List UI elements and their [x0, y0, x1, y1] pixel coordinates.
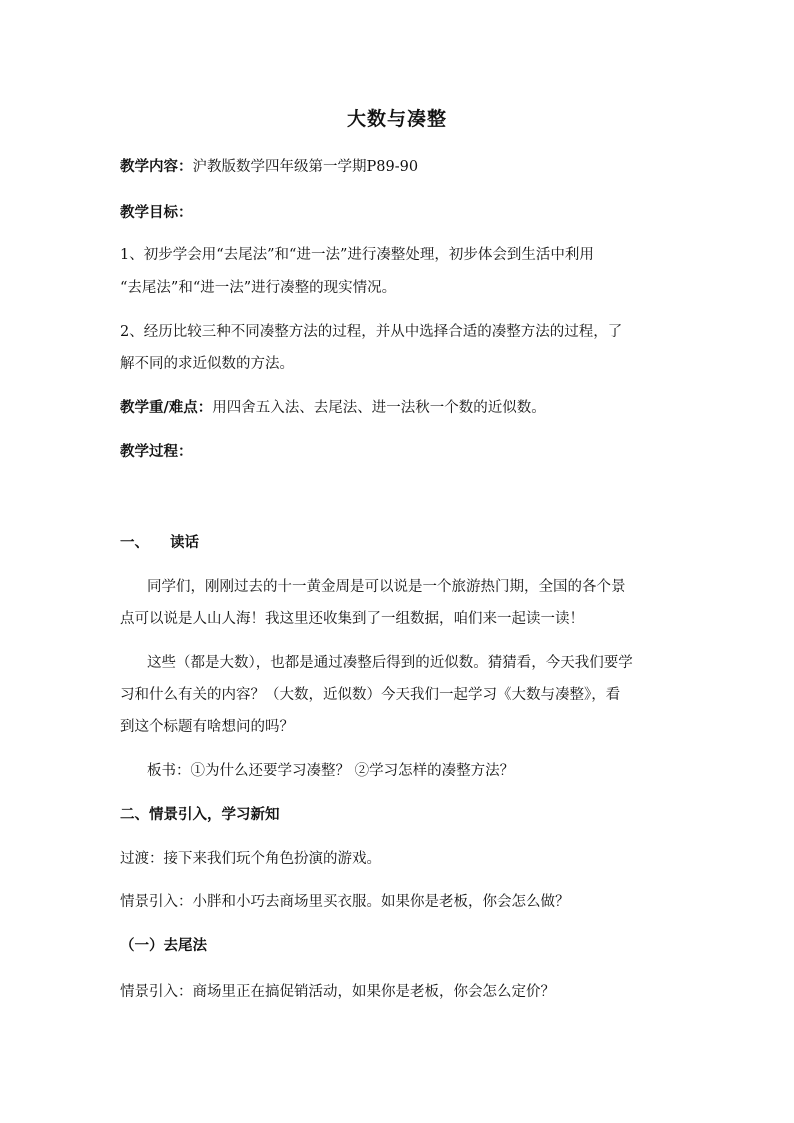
- teaching-goals-label: 教学目标：: [120, 204, 193, 221]
- goal-2-line-2: 解不同的求近似数的方法。: [120, 356, 294, 372]
- teaching-content-label: 教学内容：: [120, 158, 193, 175]
- section-1-title: 读话: [170, 534, 199, 551]
- board-writing: 板书：①为什么还要学习凑整？ ②学习怎样的凑整方法？: [147, 763, 515, 779]
- document-title: 大数与凑整: [346, 108, 447, 130]
- paragraph-2-line-3: 到这个标题有啥想问的吗？: [120, 719, 294, 735]
- section-2-heading: 二、情景引入，学习新知: [120, 806, 280, 823]
- goal-1-line-2: “去尾法”和“进一法”进行凑整的现实情况。: [120, 280, 397, 296]
- paragraph-2-line-2: 习和什么有关的内容？（大数，近似数）今天我们一起学习《大数与凑整》，看: [120, 687, 621, 703]
- paragraph-1-line-1: 同学们，刚刚过去的十一黄金周是可以说是一个旅游热门期，全国的各个景: [147, 579, 626, 595]
- goal-2-line-1: 2、经历比较三种不同凑整方法的过程，并从中选择合适的凑整方法的过程，了: [120, 324, 623, 340]
- section-1-number: 一、: [120, 534, 149, 551]
- paragraph-1-line-2: 点可以说是人山人海！我这里还收集到了一组数据，咱们来一起读一读！: [120, 611, 584, 627]
- teaching-content-value: 沪教版数学四年级第一学期P89-90: [192, 159, 419, 175]
- key-points-line: [120, 396, 680, 420]
- scene-intro-2: 情景引入：商场里正在搞促销活动，如果你是老板，你会怎么定价？: [120, 984, 555, 1000]
- transition-line: 过渡：接下来我们玩个角色扮演的游戏。: [120, 851, 381, 867]
- goal-1-line-1: 1、初步学会用“去尾法”和“进一法”进行凑整处理，初步体会到生活中利用: [120, 247, 594, 263]
- scene-intro-1: 情景引入：小胖和小巧去商场里买衣服。如果你是老板，你会怎么做？: [120, 894, 570, 910]
- teaching-process-label: 教学过程：: [120, 443, 193, 460]
- teaching-content-line: [120, 155, 680, 179]
- key-points-label: 教学重/难点：: [120, 399, 213, 416]
- key-points-value: 用四舍五入法、去尾法、进一法秋一个数的近似数。: [212, 400, 546, 416]
- paragraph-2-line-1: 这些（都是大数），也都是通过凑整后得到的近似数。猜猜看，今天我们要学: [147, 655, 633, 671]
- subsection-1-heading: （一）去尾法: [120, 937, 207, 954]
- section-1-heading: [120, 531, 680, 555]
